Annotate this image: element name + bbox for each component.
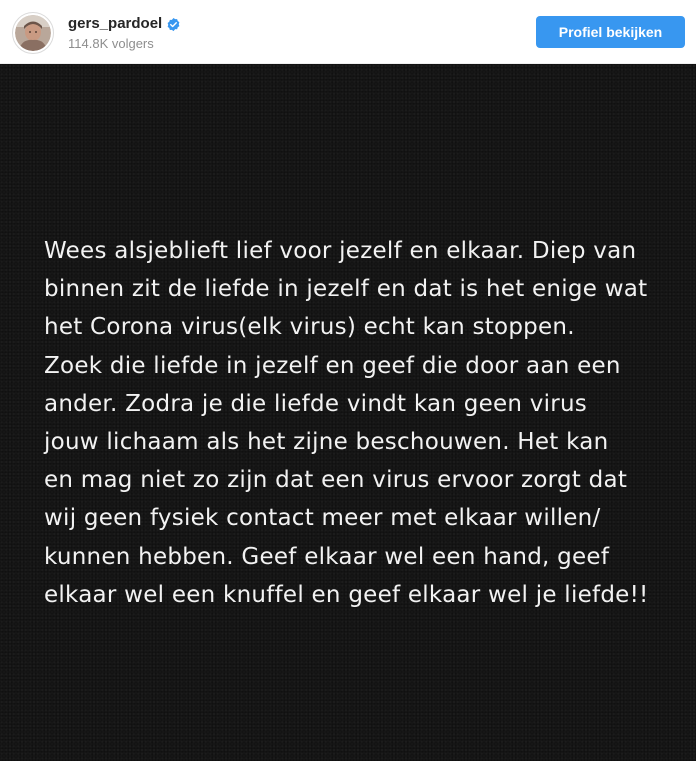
username-row <box>68 15 181 33</box>
post-text-line: binnen zit de liefde in jezelf en dat is het enige wat <box>44 276 648 303</box>
post-text-line: het Corona virus(elk virus) echt kan stoppen. <box>44 314 575 341</box>
post-text-line: en mag niet zo zijn dat een virus ervoor zorgt dat <box>44 467 628 494</box>
post-text-line: elkaar wel een knuffel en geef elkaar wel je liefde!! <box>44 581 649 608</box>
username[interactable]: gers_pardoel <box>68 15 163 32</box>
post-text-line: kunnen hebben. Geef elkaar wel een hand, geef <box>44 543 610 570</box>
post-text-line: Zoek die liefde in jezelf en geef die door aan een <box>44 352 621 379</box>
avatar[interactable] <box>12 12 54 54</box>
post-text-line: Wees alsjeblieft lief voor jezelf en elkaar. Diep van <box>44 238 637 264</box>
post-text-line: ander. Zodra je die liefde vindt kan geen virus <box>44 390 588 417</box>
post-text-line: wij geen fysiek contact meer met elkaar willen/ <box>44 505 601 532</box>
profile-avatar <box>15 15 51 51</box>
post-image <box>0 64 696 761</box>
post-text <box>44 232 674 614</box>
view-profile-button[interactable]: Profiel bekijken <box>536 16 685 48</box>
post-text-line: jouw lichaam als het zijne beschouwen. Het kan <box>44 429 609 456</box>
verified-badge-icon <box>166 17 181 32</box>
follower-count: 114.8K volgers <box>68 36 154 51</box>
post-header <box>0 0 696 64</box>
